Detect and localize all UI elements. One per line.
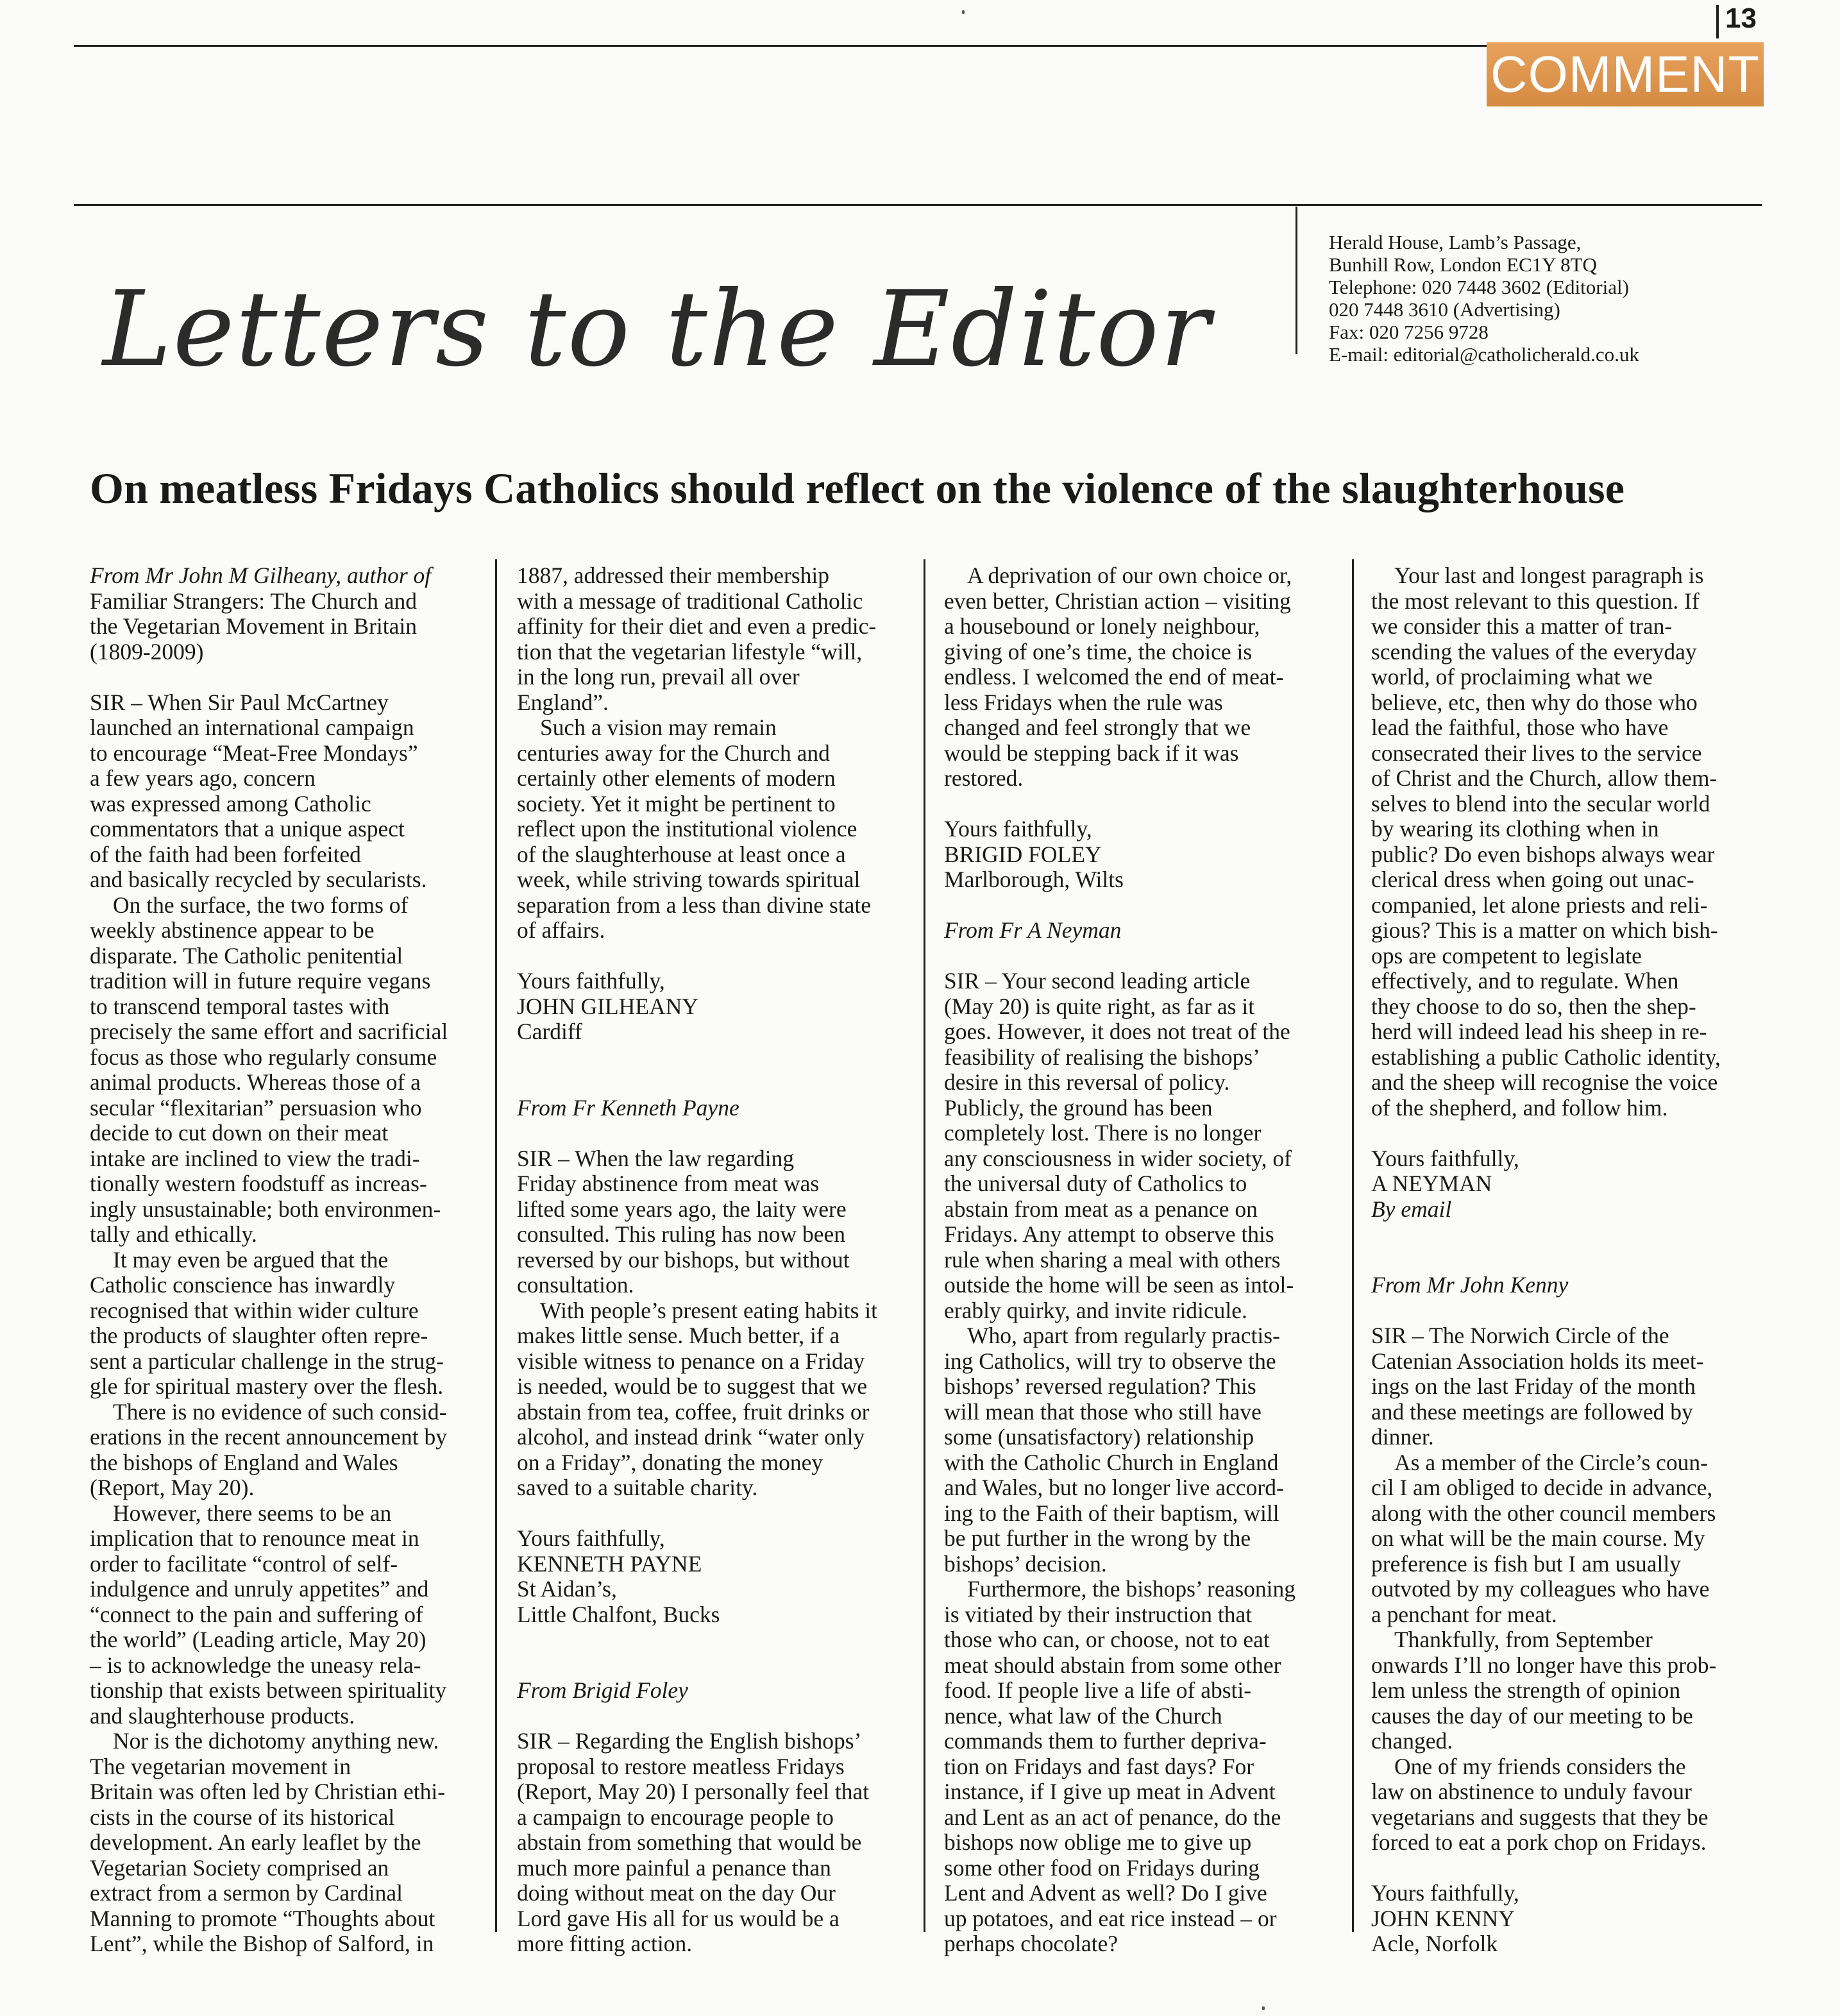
letter-text-line: A NEYMAN <box>1371 1171 1492 1196</box>
letter-text-line: society. Yet it might be pertinent to <box>517 790 836 817</box>
letter-text-line: vegetarians and suggests that they be <box>1371 1804 1709 1830</box>
letter-text-line: With people’s present eating habits it <box>540 1297 878 1323</box>
letter-text-line: giving of one’s time, the choice is <box>944 638 1253 665</box>
letter-text-line: lifted some years ago, the laity were <box>517 1196 847 1222</box>
letter-text-line: abstain from tea, coffee, fruit drinks or <box>517 1398 870 1425</box>
letter-text-line: and slaughterhouse products. <box>90 1702 355 1729</box>
contact-address-line-2: Bunhill Row, London EC1Y 8TQ <box>1329 253 1597 276</box>
letter-text-line: tionally western foodstuff as increas- <box>90 1171 427 1196</box>
letter-text-line: ops are competent to legislate <box>1371 942 1642 969</box>
letter-text-line: The vegetarian movement in <box>90 1753 351 1779</box>
letter-text-line: cil I am obliged to decide in advance, <box>1371 1475 1713 1500</box>
letter-text-line: bishops now oblige me to give up <box>944 1829 1252 1855</box>
paragraph-spacer <box>517 1501 909 1527</box>
letter-text-line: herd will indeed lead his sheep in re- <box>1371 1019 1707 1044</box>
letter-text-line: erably quirky, and invite ridicule. <box>944 1297 1247 1323</box>
letter-text-line: reversed by our bishops, but without <box>517 1246 850 1273</box>
letter-text-line: to transcend temporal tastes with <box>90 993 390 1019</box>
letter-text-line: BRIGID FOLEY <box>944 841 1102 867</box>
letter-text-line: (May 20) is quite right, as far as it <box>944 993 1255 1019</box>
letter-text-line: by wearing its clothing when in <box>1371 816 1659 842</box>
letter-text-line: SIR – Regarding the English bishops’ <box>517 1728 862 1754</box>
letter-text-line: selves to blend into the secular world <box>1371 790 1710 817</box>
letter-text-line: tradition will in future require vegans <box>90 968 431 994</box>
letter-text-line: Cardiff <box>517 1019 582 1044</box>
letters-column-1 <box>90 563 475 1957</box>
letter-text-line: disparate. The Catholic penitential <box>90 942 403 969</box>
letter-text-line: and the sheep will recognise the voice <box>1371 1069 1718 1095</box>
letter-text-line: consultation. <box>517 1272 634 1298</box>
letter-text-line: Catholic conscience has inwardly <box>90 1272 396 1298</box>
contact-block <box>1329 231 1639 366</box>
letter-text-line: consulted. This ruling has now been <box>517 1221 846 1247</box>
letter-text-line: doing without meat on the day Our <box>517 1880 836 1906</box>
letter-text-line: makes little sense. Much better, if a <box>517 1323 840 1348</box>
letter-text-line: of the shepherd, and follow him. <box>1371 1094 1668 1121</box>
letter-text-line: As a member of the Circle’s coun- <box>1394 1449 1708 1475</box>
letter-text-line: visible witness to penance on a Friday <box>517 1348 865 1374</box>
letter-text-line: a few years ago, concern <box>90 765 316 791</box>
contact-email: E-mail: editorial@catholicherald.co.uk <box>1329 343 1639 366</box>
letter-text-line: consecrated their lives to the service <box>1371 740 1702 766</box>
paragraph-spacer <box>944 944 1337 969</box>
paragraph-spacer <box>1371 1856 1762 1881</box>
letter-text-line: the most relevant to this question. If <box>1371 588 1700 614</box>
letter-text-line: On the surface, the two forms of <box>113 892 409 918</box>
paragraph-spacer <box>517 944 909 969</box>
letter-text-line: to encourage “Meat-Free Mondays” <box>90 740 418 766</box>
letter-text-line: feasibility of realising the bishops’ <box>944 1044 1260 1070</box>
letter-text-line: certainly other elements of modern <box>517 765 836 791</box>
letter-text-line: any consciousness in wider society, of <box>944 1145 1292 1171</box>
letter-text-line: the Vegetarian Movement in Britain <box>90 613 418 639</box>
letter-text-line: weekly abstinence appear to be <box>90 917 375 943</box>
letter-text-line: lead the faithful, those who have <box>1371 715 1669 740</box>
scan-speck <box>962 10 965 14</box>
masthead-rule <box>74 204 1762 206</box>
contact-fax: Fax: 020 7256 9728 <box>1329 321 1489 343</box>
letter-text-line: Little Chalfont, Bucks <box>517 1601 720 1627</box>
letter-text-line: Such a vision may remain <box>540 715 777 740</box>
letter-text-line: in the long run, prevail all over <box>517 664 800 690</box>
letter-text-line: outside the home will be seen as intol- <box>944 1272 1294 1298</box>
letter-text-line: of the slaughterhouse at least once a <box>517 841 846 867</box>
letter-text-line: is vitiated by their instruction that <box>944 1601 1253 1627</box>
paragraph-spacer <box>944 792 1337 817</box>
letter-text-line: cists in the course of its historical <box>90 1804 395 1830</box>
scan-speck <box>1262 2006 1265 2010</box>
letter-text-line: scending the values of the everyday <box>1371 638 1697 665</box>
letter-text-line: Your last and longest paragraph is <box>1394 563 1704 588</box>
letter-text-line: Catenian Association holds its meet- <box>1371 1348 1704 1374</box>
letter-text-line: indulgence and unruly appetites” and <box>90 1576 429 1602</box>
letter-text-line: JOHN GILHEANY <box>517 993 698 1019</box>
letter-text-line: sent a particular challenge in the strug- <box>90 1348 444 1374</box>
paragraph-spacer <box>90 665 475 690</box>
letter-text-line: dinner. <box>1371 1424 1434 1450</box>
letter-text-line: even better, Christian action – visiting <box>944 588 1291 614</box>
letter-text-line: of the faith had been forfeited <box>90 841 361 867</box>
letter-text-line: we consider this a matter of tran- <box>1371 613 1673 639</box>
letter-text-line: separation from a less than divine state <box>517 892 872 918</box>
letter-text-line: was expressed among Catholic <box>90 790 371 817</box>
letter-text-line: of Christ and the Church, allow them- <box>1371 765 1718 791</box>
letter-text-line: establishing a public Catholic identity, <box>1371 1044 1721 1070</box>
letter-text-line: abstain from meat as a penance on <box>944 1196 1258 1222</box>
letter-text-line: secular “flexitarian” persuasion who <box>90 1094 422 1121</box>
letter-text-line: the bishops of England and Wales <box>90 1449 398 1475</box>
letter-text-line: endless. I welcomed the end of meat- <box>944 664 1284 690</box>
letter-text-line: up potatoes, and eat rice instead – or <box>944 1905 1277 1931</box>
letter-text-line: Yours faithfully, <box>944 816 1092 842</box>
letter-text-line: a penchant for meat. <box>1371 1601 1557 1627</box>
letter-text-line: Lord gave His all for us would be a <box>517 1905 840 1931</box>
letter-text-line: a housebound or lonely neighbour, <box>944 613 1260 639</box>
letter-text-line: affinity for their diet and even a predic- <box>517 613 877 639</box>
letter-text-line: and basically recycled by secularists. <box>90 867 427 892</box>
letter-text-line: One of my friends considers the <box>1394 1753 1686 1779</box>
letter-text-line: SIR – The Norwich Circle of the <box>1371 1323 1669 1348</box>
letter-text-line: lem unless the strength of opinion <box>1371 1677 1681 1703</box>
letter-text-line: Fridays. Any attempt to observe this <box>944 1221 1274 1247</box>
letter-text-line: and Lent as an act of penance, do the <box>944 1804 1281 1830</box>
column-rule-2 <box>924 559 925 1932</box>
page-number-bar <box>1716 5 1719 38</box>
letter-text-line: animal products. Whereas those of a <box>90 1069 421 1095</box>
letter-text-line: order to facilitate “control of self- <box>90 1550 398 1577</box>
letter-text-line: reflect upon the institutional violence <box>517 816 857 842</box>
letter-text-line: implication that to renounce meat in <box>90 1525 419 1551</box>
letter-text-line: launched an international campaign <box>90 715 414 740</box>
letter-text-line: food. If people live a life of absti- <box>944 1677 1252 1703</box>
letter-text-line: Yours faithfully, <box>517 968 665 994</box>
letter-text-line: public? Do even bishops always wear <box>1371 841 1715 867</box>
letter-text-line: tion that the vegetarian lifestyle “will, <box>517 638 863 665</box>
letter-text-line: There is no evidence of such consid- <box>113 1398 447 1425</box>
letter-text-line: the world” (Leading article, May 20) <box>90 1627 426 1652</box>
letter-text-line: Nor is the dichotomy anything new. <box>113 1728 439 1754</box>
letter-text-line: Lent and Advent as well? Do I give <box>944 1880 1267 1906</box>
letter-text-line: meat should abstain from some other <box>944 1652 1281 1678</box>
letter-text-line: Yours faithfully, <box>1371 1880 1519 1906</box>
letter-text-line: forced to eat a pork chop on Fridays. <box>1371 1829 1707 1855</box>
letter-text-line: 1887, addressed their membership <box>517 563 830 588</box>
letter-text-line: tion on Fridays and fast days? For <box>944 1753 1254 1779</box>
letter-text-line: with a message of traditional Catholic <box>517 588 863 614</box>
letter-text-line: much more painful a penance than <box>517 1854 831 1881</box>
letter-text-line: SIR – When Sir Paul McCartney <box>90 689 389 715</box>
column-rule-1 <box>495 559 497 1932</box>
letter-text-line: England”. <box>517 689 609 715</box>
letter-text-line: Marlborough, Wilts <box>944 867 1124 892</box>
letter-text-line: and Wales, but no longer live accord- <box>944 1475 1284 1500</box>
letter-text-line: Yours faithfully, <box>1371 1145 1519 1171</box>
letter-text-line: tionship that exists between spirituality <box>90 1677 447 1703</box>
letter-text-line: (Report, May 20). <box>90 1475 255 1500</box>
top-rule <box>74 45 1716 47</box>
letter-text-line: they choose to do so, then the shep- <box>1371 993 1696 1019</box>
letter-text-line: clerical dress when going out unac- <box>1371 867 1694 892</box>
letter-text-line: restored. <box>944 765 1024 791</box>
letter-text-line: week, while striving towards spiritual <box>517 867 861 892</box>
letter-text-line: (Report, May 20) I personally feel that <box>517 1779 870 1804</box>
letter-text-line: Who, apart from regularly practis- <box>967 1323 1280 1348</box>
letter-text-line: – is to acknowledge the uneasy rela- <box>90 1652 421 1678</box>
letter-text-line: Lent”, while the Bishop of Salford, in <box>90 1931 434 1956</box>
letter-text-line: KENNETH PAYNE <box>517 1550 702 1577</box>
letter-text-line: saved to a suitable charity. <box>517 1475 758 1500</box>
letter-text-line: However, there seems to be an <box>113 1500 392 1526</box>
letter-text-line: along with the other council members <box>1371 1500 1716 1526</box>
letter-text-line: extract from a sermon by Cardinal <box>90 1880 403 1906</box>
letter-text-line: changed and feel strongly that we <box>944 715 1251 740</box>
paragraph-spacer <box>1371 1248 1762 1273</box>
letter-text-line: some other food on Fridays during <box>944 1854 1260 1881</box>
letter-text-line: outvoted by my colleagues who have <box>1371 1576 1710 1602</box>
letter-text-line: SIR – When the law regarding <box>517 1145 795 1171</box>
letter-text-line: development. An early leaflet by the <box>90 1829 421 1855</box>
letter-text-line: some (unsatisfactory) relationship <box>944 1424 1254 1450</box>
letter-text-line: law on abstinence to unduly favour <box>1371 1779 1692 1804</box>
page-title: Letters to the Editor <box>103 269 1211 390</box>
letter-text-line: of affairs. <box>517 917 605 943</box>
letter-text-line: rule when sharing a meal with others <box>944 1246 1281 1273</box>
paragraph-spacer <box>1371 1222 1762 1248</box>
contact-telephone-editorial: Telephone: 020 7448 3602 (Editorial) <box>1329 276 1629 298</box>
letter-text-line: Yours faithfully, <box>517 1525 665 1551</box>
letter-text-line: recognised that within wider culture <box>90 1297 419 1323</box>
letter-text-line: changed. <box>1371 1728 1453 1754</box>
letter-text-line: tally and ethically. <box>90 1221 257 1247</box>
letter-text-line: would be stepping back if it was <box>944 740 1239 766</box>
letter-text-line: believe, etc, then why do those who <box>1371 689 1698 715</box>
letter-text-line: preference is fish but I am usually <box>1371 1550 1682 1577</box>
letter-text-line: Familiar Strangers: The Church and <box>90 588 418 614</box>
letter-text-line: SIR – Your second leading article <box>944 968 1251 994</box>
letter-text-line: the universal duty of Catholics to <box>944 1171 1247 1196</box>
letter-text-line: companied, let alone priests and reli- <box>1371 892 1708 918</box>
letter-text-line: commands them to further depriva- <box>944 1728 1267 1754</box>
letter-text-line: Britain was often led by Christian ethi- <box>90 1779 446 1804</box>
page-number: 13 <box>1725 3 1757 34</box>
headline: On meatless Fridays Catholics should reflect on the violence of the slaughterhouse <box>90 464 1625 512</box>
letter-text-line: a campaign to encourage people to <box>517 1804 834 1830</box>
letter-byline: From Fr A Neyman <box>944 917 1122 943</box>
letter-text-line: ingly unsustainable; both environmen- <box>90 1196 441 1222</box>
letter-byline: From Mr John M Gilheany, author of <box>90 563 432 588</box>
letter-text-line: be put further in the wrong by the <box>944 1525 1251 1551</box>
letter-text-line: focus as those who regularly consume <box>90 1044 437 1070</box>
letter-text-line: on a Friday”, donating the money <box>517 1449 823 1475</box>
letter-text-line: the products of slaughter often repre- <box>90 1323 428 1348</box>
letter-text-line: commentators that a unique aspect <box>90 816 405 842</box>
letter-text-line: It may even be argued that the <box>113 1246 389 1273</box>
letter-text-line: Manning to promote “Thoughts about <box>90 1905 435 1931</box>
paragraph-spacer <box>517 1653 909 1679</box>
letter-text-line: Vegetarian Society comprised an <box>90 1854 389 1881</box>
letter-text-line: those who can, or choose, not to eat <box>944 1627 1270 1652</box>
letter-text-line: world, of proclaiming what we <box>1371 664 1653 690</box>
letter-text-line: ing Catholics, will try to observe the <box>944 1348 1276 1374</box>
paragraph-spacer <box>517 1627 909 1653</box>
letter-text-line: (1809-2009) <box>90 638 204 665</box>
paragraph-spacer <box>1371 1121 1762 1146</box>
letter-text-line: Publicly, the ground has been <box>944 1094 1213 1121</box>
letter-text-line: instance, if I give up meat in Advent <box>944 1779 1276 1804</box>
contact-telephone-advertising: 020 7448 3610 (Advertising) <box>1329 298 1560 321</box>
letter-text-line: onwards I’ll no longer have this prob- <box>1371 1652 1717 1678</box>
letters-column-3 <box>944 563 1337 1957</box>
letter-text-line: “connect to the pain and suffering of <box>90 1601 423 1627</box>
letter-text-line: centuries away for the Church and <box>517 740 830 766</box>
letter-text-line: causes the day of our meeting to be <box>1371 1702 1693 1729</box>
letters-column-4 <box>1371 563 1762 1957</box>
contact-address-line-1: Herald House, Lamb’s Passage, <box>1329 231 1582 253</box>
letter-text-line: completely lost. There is no longer <box>944 1120 1262 1146</box>
letter-text-line: perhaps chocolate? <box>944 1931 1118 1956</box>
letter-text-line: less Fridays when the rule was <box>944 689 1223 715</box>
letter-text-line: will mean that those who still have <box>944 1398 1262 1425</box>
letter-text-line: precisely the same effort and sacrificial <box>90 1019 448 1044</box>
letters-column-2 <box>517 563 909 1957</box>
letter-text-line: decide to cut down on their meat <box>90 1120 389 1146</box>
letter-text-line: proposal to restore meatless Fridays <box>517 1753 845 1779</box>
letter-text-line: Thankfully, from September <box>1394 1627 1653 1652</box>
letter-byline: By email <box>1371 1196 1452 1222</box>
letter-text-line: St Aidan’s, <box>517 1576 617 1602</box>
paragraph-spacer <box>517 1704 909 1729</box>
letter-text-line: Furthermore, the bishops’ reasoning <box>967 1576 1296 1602</box>
letter-text-line: effectively, and to regulate. When <box>1371 968 1679 994</box>
letter-text-line: desire in this reversal of policy. <box>944 1069 1230 1095</box>
letter-text-line: Acle, Norfolk <box>1371 1931 1498 1956</box>
paragraph-spacer <box>944 893 1337 919</box>
letter-text-line: bishops’ decision. <box>944 1550 1107 1577</box>
paragraph-spacer <box>517 1070 909 1096</box>
contact-divider <box>1296 207 1297 354</box>
letter-text-line: nence, what law of the Church <box>944 1702 1222 1729</box>
letter-text-line: Friday abstinence from meat was <box>517 1171 820 1196</box>
letter-text-line: erations in the recent announcement by <box>90 1424 447 1450</box>
letter-text-line: gle for spiritual mastery over the flesh. <box>90 1373 444 1399</box>
letter-text-line: is needed, would be to suggest that we <box>517 1373 868 1399</box>
letter-byline: From Mr John Kenny <box>1371 1272 1569 1298</box>
letter-text-line: gious? This is a matter on which bish- <box>1371 917 1718 943</box>
section-tab: COMMENT <box>1487 42 1764 106</box>
letter-text-line: intake are inclined to view the tradi- <box>90 1145 420 1171</box>
letter-byline: From Fr Kenneth Payne <box>517 1094 739 1121</box>
letter-text-line: abstain from something that would be <box>517 1829 862 1855</box>
letter-byline: From Brigid Foley <box>517 1677 688 1703</box>
letter-text-line: bishops’ reversed regulation? This <box>944 1373 1256 1399</box>
letter-text-line: and these meetings are followed by <box>1371 1398 1693 1425</box>
letter-text-line: more fitting action. <box>517 1931 693 1956</box>
letter-text-line: JOHN KENNY <box>1371 1905 1515 1931</box>
letter-text-line: on what will be the main course. My <box>1371 1525 1705 1551</box>
letter-text-line: A deprivation of our own choice or, <box>967 563 1292 588</box>
paragraph-spacer <box>1371 1298 1762 1324</box>
letter-text-line: ings on the last Friday of the month <box>1371 1373 1696 1399</box>
letter-text-line: ing to the Faith of their baptism, will <box>944 1500 1279 1526</box>
paragraph-spacer <box>517 1045 909 1071</box>
letter-text-line: alcohol, and instead drink “water only <box>517 1424 865 1450</box>
letter-text-line: with the Catholic Church in England <box>944 1449 1279 1475</box>
letter-text-line: goes. However, it does not treat of the <box>944 1019 1290 1044</box>
column-rule-3 <box>1352 559 1354 1932</box>
paragraph-spacer <box>517 1121 909 1146</box>
